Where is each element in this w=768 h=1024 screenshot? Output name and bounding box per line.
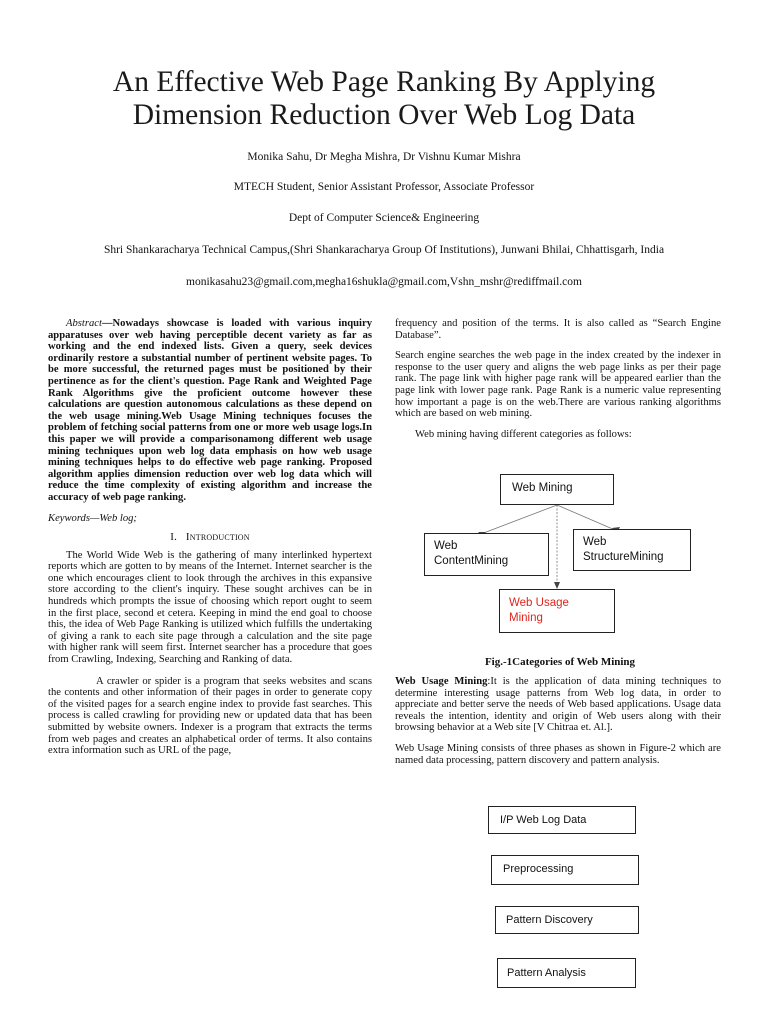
fig1-web-mining-label: Web Mining xyxy=(512,482,573,494)
authors: Monika Sahu, Dr Megha Mishra, Dr Vishnu Kumar Mishra xyxy=(247,151,521,163)
fig1-structure-line1: Web xyxy=(583,536,607,548)
fig1-content-line2: ContentMining xyxy=(434,555,509,567)
fig1-usage-line2: Mining xyxy=(509,612,543,624)
abstract xyxy=(48,318,372,504)
fig1-caption: Fig.-1Categories of Web Mining xyxy=(484,656,636,668)
right-paragraph-3: Web mining having different categories as follows: xyxy=(415,428,632,440)
right-paragraph-2: Search engine searches the web page in the index created by the indexer in response to the user query and aligns the web page links as per their page rank. The page link with higher page rank will be appeared earlier than the page link with lower page rank. Page Rank is a numeric value representing how important a page is on the web.There are various ranking algorithms which are based on web mining. xyxy=(395,350,721,420)
right-paragraph-1: frequency and position of the terms. It is also called as “Search Engine Database”. xyxy=(395,318,721,341)
institution: Shri Shankaracharya Technical Campus,(Shri Shankaracharya Group Of Institutions), Junwani Bhilai, Chhattisgarh, India xyxy=(103,244,665,256)
right-column-top xyxy=(395,318,721,440)
fig2-box-pattern-discovery xyxy=(495,906,639,934)
section-title: Introduction xyxy=(185,531,250,544)
fig1-content-line1: Web xyxy=(434,540,458,552)
department: Dept of Computer Science& Engineering xyxy=(288,212,480,224)
web-usage-mining-body: :It is the application of data mining techniques to determine interesting usage patterns from Web log data, in order to appreciate and better serve the needs of Web based applications. Usage data reveals the intention, identity and origin of Web users along with their browsing behavior at a Web site [V Chitraa et. Al.]. xyxy=(395,676,721,734)
arrowhead-usage xyxy=(554,582,560,589)
fig1-structure-line2: StructureMining xyxy=(583,551,664,563)
fig2-step3-label: Pattern Discovery xyxy=(506,914,593,926)
abstract-label: Abstract xyxy=(66,318,102,329)
right-column-bottom xyxy=(395,676,721,766)
section-number: I. xyxy=(170,531,178,544)
left-column xyxy=(48,318,372,757)
paper-title xyxy=(40,66,728,132)
fig1-box-content-mining xyxy=(424,533,549,576)
abstract-dash: — xyxy=(101,318,113,329)
title-line-1: An Effective Web Page Ranking By Applying xyxy=(112,66,656,98)
intro-paragraph-1: The World Wide Web is the gathering of many interlinked hypertext reports which are gotten to by means of the Internet. Internet searcher is the one which encourages client to look through the archives in this expansive store according to the client's inquiry. These sought archives can be in hundreds which prompts the issue of choosing which report ought to seem in the first place, second et cetera. Keeping in mind the end goal to choose this, the idea of Web Page Ranking is utilized which fulfills the undertaking of giving a rank to each site page through a calculation and the site page with higher rank will seem first. Internet searcher has a procedure that goes from Crawling, Indexing, Searching and Ranking of data. xyxy=(48,549,372,666)
fig1-box-usage-mining xyxy=(499,589,615,633)
right-paragraph-4 xyxy=(395,676,721,734)
author-positions: MTECH Student, Senior Assistant Professor, Associate Professor xyxy=(233,181,535,193)
fig2-step1-label: I/P Web Log Data xyxy=(500,814,587,826)
fig2-box-input-log xyxy=(488,806,636,834)
connector-to-content xyxy=(481,505,557,534)
emails: monikasahu23@gmail.com,megha16shukla@gmail.com,Vshn_mshr@rediffmail.com xyxy=(186,276,582,288)
right-paragraph-5: Web Usage Mining consists of three phases as shown in Figure-2 which are named data processing, pattern discovery and pattern analysis. xyxy=(395,742,721,766)
title-line-2: Dimension Reduction Over Web Log Data xyxy=(132,99,636,131)
fig2-step2-label: Preprocessing xyxy=(503,863,574,875)
intro-paragraph-2: A crawler or spider is a program that seeks websites and scans the contents and other information of their pages in order to generate copy of the visited pages for a search engine index to provide fast searches. This process is called crawling for providing new or updated data that has been submitted by website owners. Indexer is a program that extracts the terms from web pages and creates an alphabetical order of terms. It also contains extra information such as URL of the page, xyxy=(48,675,372,757)
keywords: Keywords—Web log; xyxy=(48,512,137,524)
section-heading-introduction xyxy=(48,532,372,544)
connector-to-structure xyxy=(557,505,615,530)
fig1-box-structure-mining xyxy=(573,529,691,571)
abstract-body: Nowadays showcase is loaded with various inquiry apparatuses over web having perceptible decent variety as far as working and the end indexed lists. Given a query, seek devices ordinarily restore a substantial number of pertinent website pages. To be more successful, the returned pages must be positioned by their pertinence as for the client's question. Page Rank and Weighted Page Rank Algorithms give the proficient outcome however these calculations are question autonomous calculations as these depend on the web usage mining.Web Usage Mining techniques focuses the problem of fetching social patterns from one or more web usage logs.In this paper we will provide a comparisonamong different web usage mining techniques upon web log data emphasis on how web usage mining techniques helps to do effective web page ranking. Proposed algorithm applies dimension reduction over web log data which will reduce the time complexity of existing algorithm and increase the accuracy of web page ranking. xyxy=(48,318,372,503)
fig1-usage-line1: Web Usage xyxy=(509,597,569,609)
fig2-box-preprocessing xyxy=(491,855,639,885)
web-usage-mining-lead: Web Usage Mining xyxy=(395,676,488,687)
fig1-box-web-mining xyxy=(500,474,614,505)
fig2-box-pattern-analysis xyxy=(497,958,636,988)
fig2-step4-label: Pattern Analysis xyxy=(507,967,586,979)
